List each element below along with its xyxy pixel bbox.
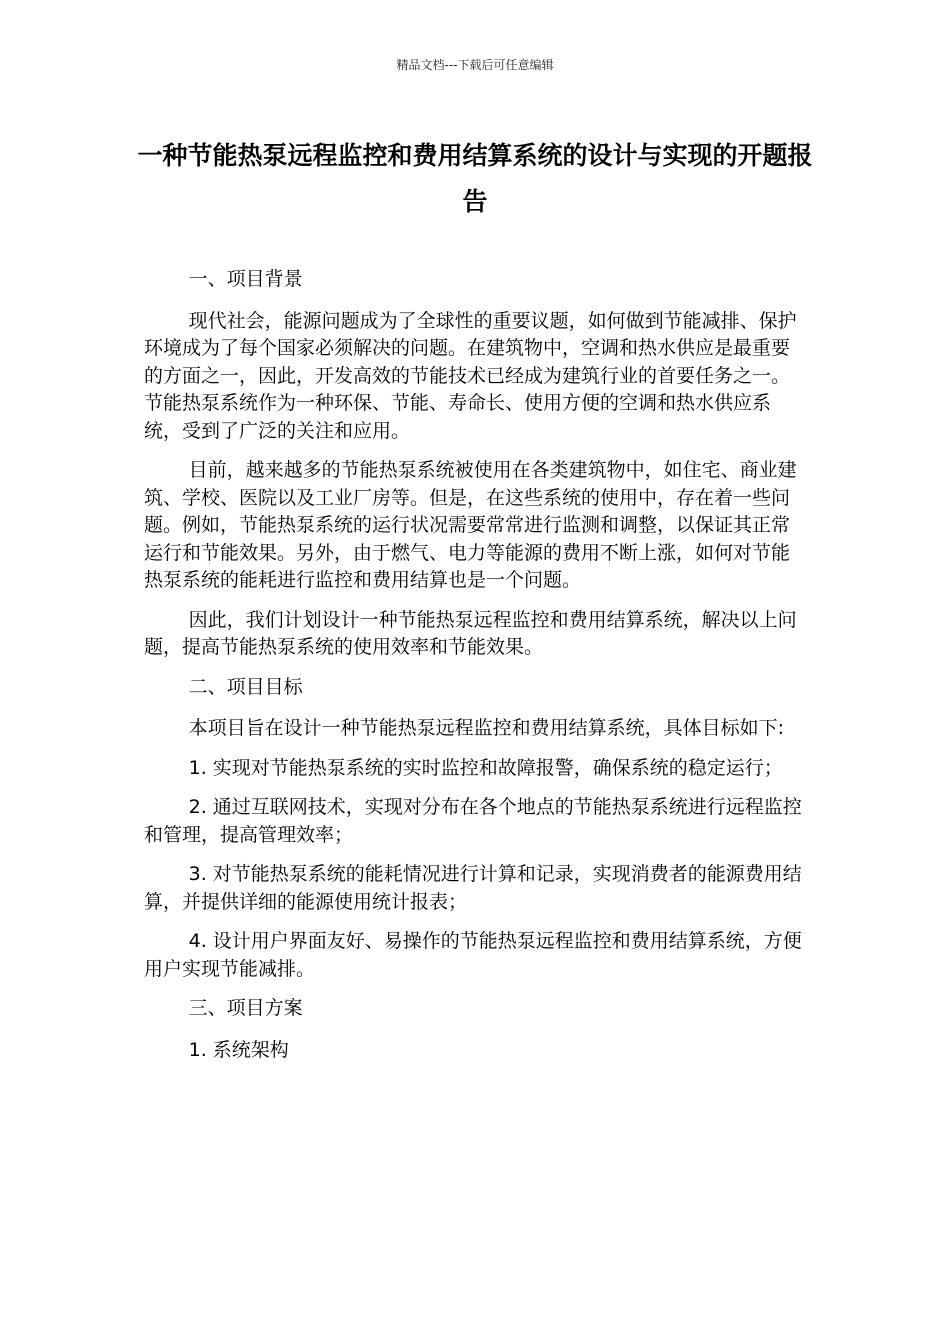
- section-heading-plan: 三、项目方案: [188, 997, 303, 1019]
- document-body: [144, 266, 808, 1076]
- paragraph-background-1: 现代社会，能源问题成为了全球性的重要议题，如何做到节能减排、保护环境成为了每个国家必须解决的问题。在建筑物中，空调和热水供应是最重要的方面之一，因此，开发高效的节能技术已经成为建筑行业的首要任务之一。节能热泵系统作为一种环保、节能、寿命长、使用方便的空调和热水供应系统，受到了广泛的关注和应用。: [144, 309, 797, 442]
- document-title: 一种节能热泵远程监控和费用结算系统的设计与实现的开题报告: [137, 141, 813, 216]
- paragraph-background-3: 因此，我们计划设计一种节能热泵远程监控和费用结算系统，解决以上问题，提高节能热泵系统的使用效率和节能效果。: [144, 608, 797, 658]
- list-item-goal-3: 3. 对节能热泵系统的能耗情况进行计算和记录，实现消费者的能源费用结算，并提供详细的能源使用统计报表；: [144, 863, 802, 913]
- paragraph-goals-intro: 本项目旨在设计一种节能热泵远程监控和费用结算系统，具体目标如下:: [188, 717, 785, 739]
- section-heading-background: 一、项目背景: [188, 268, 303, 290]
- list-item-goal-4: 4. 设计用户界面友好、易操作的节能热泵远程监控和费用结算系统，方便用户实现节能减排。: [144, 930, 802, 980]
- list-item-goal-2: 2. 通过互联网技术，实现对分布在各个地点的节能热泵系统进行远程监控和管理，提高管理效率；: [144, 796, 802, 846]
- list-item-goal-1: 1. 实现对节能热泵系统的实时监控和故障报警，确保系统的稳定运行；: [188, 756, 783, 779]
- paragraph-background-2: 目前，越来越多的节能热泵系统被使用在各类建筑物中，如住宅、商业建筑、学校、医院以及工业厂房等。但是，在这些系统的使用中，存在着一些问题。例如，节能热泵系统的运行状况需要常常进行监测和调整，以保证其正常运行和节能效果。另外，由于燃气、电力等能源的费用不断上涨，如何对节能热泵系统的能耗进行监控和费用结算也是一个问题。: [144, 459, 797, 591]
- section-heading-goals: 二、项目目标: [188, 675, 303, 698]
- subsection-heading-architecture: 1. 系统架构: [188, 1038, 289, 1061]
- page-header-watermark: 精品文档---下载后可任意编辑: [396, 58, 554, 72]
